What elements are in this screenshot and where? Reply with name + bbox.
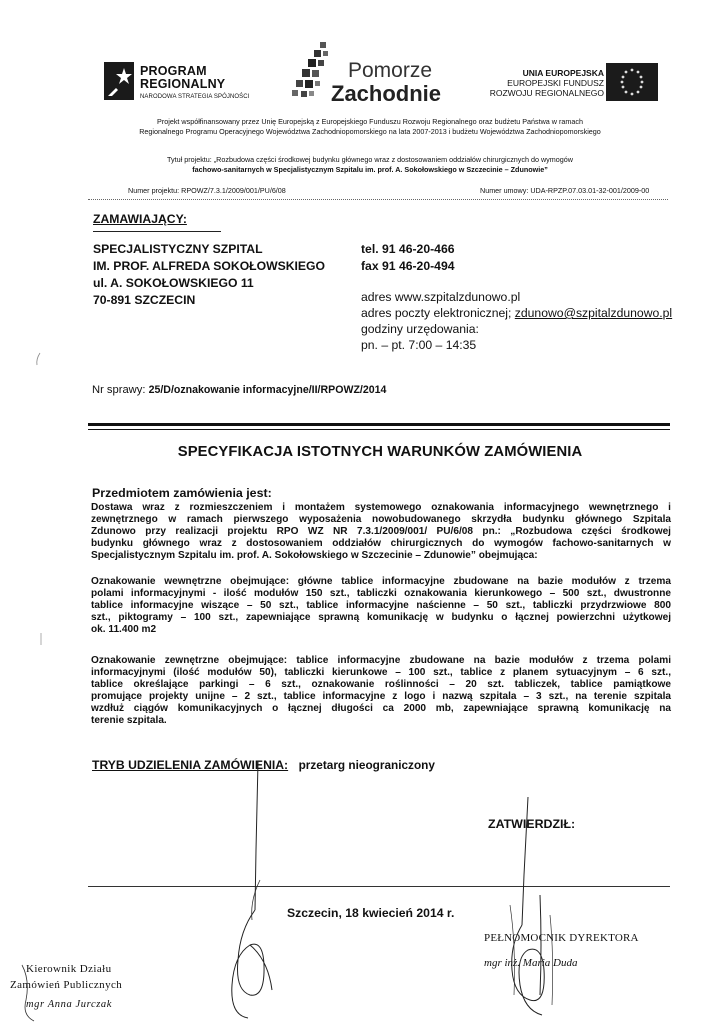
margin-tick-icon xyxy=(38,632,44,646)
title-rule-thick xyxy=(88,423,670,426)
project-number: Numer projektu: RPOWZ/7.3.1/2009/001/PU/6/08 xyxy=(128,186,286,195)
place-date: Szczecin, 18 kwiecień 2014 r. xyxy=(287,906,455,920)
stamp-left-line2: Zamówień Publicznych xyxy=(10,979,123,991)
program-line2: REGIONALNY xyxy=(140,77,226,91)
orderer-fax: fax 91 46-20-494 xyxy=(361,259,455,273)
procedure-label: TRYB UDZIELENIA ZAMÓWIENIA: xyxy=(92,758,289,772)
stamp-right-line2: mgr inż. Maria Duda xyxy=(484,957,578,969)
stamp-right-line1: PEŁNOMOCNIK DYREKTORA xyxy=(484,932,639,944)
orderer-street: ul. A. SOKOŁOWSKIEGO 11 xyxy=(93,276,254,290)
internal-line: szt., piktogramy – 100 szt., zapewniające sprawną komunikację w budynku o łącznej powierzchni użytkowej xyxy=(91,611,671,623)
star-icon xyxy=(104,62,134,100)
signature-left xyxy=(220,760,300,1024)
project-title-line1: Tytuł projektu: „Rozbudowa części środkowej budynku głównego wraz z dostosowaniem oddziałów chirurgicznych do wymogów xyxy=(167,155,573,164)
procedure-value: przetarg nieograniczony xyxy=(298,758,435,772)
external-line: terenie szpitala. xyxy=(91,714,167,726)
orderer-hours: pn. – pt. 7:00 – 14:35 xyxy=(361,338,477,352)
title-rule-thin xyxy=(88,429,670,430)
ue-line3: ROZWOJU REGIONALNEGO xyxy=(489,88,604,98)
subject-heading: Przedmiotem zamówienia jest: xyxy=(92,486,272,500)
program-line3: NARODOWA STRATEGIA SPÓJNOŚCI xyxy=(140,94,250,100)
external-paragraph xyxy=(91,655,671,726)
pomorze-logo-mark xyxy=(290,40,334,102)
subject-line: budynku głównego wraz z dostosowaniem oddziałów chirurgicznych do wymogów fachowo-sanitarnych w xyxy=(91,537,671,549)
orderer-underline xyxy=(93,231,221,232)
margin-mark xyxy=(34,352,42,366)
orderer-hours-label: godziny urzędowania: xyxy=(361,322,479,336)
cofinancing-line2: Regionalnego Programu Operacyjnego Województwa Zachodniopomorskiego na lata 2007-2013 i budżetu Województwa Zachodniopomorskiego xyxy=(139,127,601,136)
pomorze-line1: Pomorze xyxy=(348,59,433,82)
orderer-name-line1: SPECJALISTYCZNY SZPITAL xyxy=(93,242,263,256)
cofinancing-line1: Projekt współfinansowany przez Unię Europejską z Europejskiego Funduszu Rozwoju Regionalnego oraz budżetu Państwa w ramach xyxy=(157,117,583,126)
case-row xyxy=(92,384,386,396)
header-divider xyxy=(88,199,668,200)
stamp-left-line1: Kierownik Działu xyxy=(26,963,112,975)
orderer-name-line2: IM. PROF. ALFREDA SOKOŁOWSKIEGO xyxy=(93,259,326,273)
internal-line: ok. 11.400 m2 xyxy=(91,623,157,635)
margin-mark-2 xyxy=(38,632,44,646)
orderer-email-row xyxy=(361,306,672,320)
eu-flag xyxy=(606,63,658,101)
external-line: Oznakowanie zewnętrzne obejmujące: tablice informacyjne zbudowane na bazie modułów z trzema polami xyxy=(91,655,671,666)
orderer-label: ZAMAWIAJĄCY: xyxy=(93,212,187,226)
external-line: tablice określające parkingi – 6 szt., oznakowanie roślinności – 20 szt. tabliczek, tablice pamiątkowe xyxy=(91,678,671,690)
ue-line1: UNIA EUROPEJSKA xyxy=(522,68,604,78)
contract-number: Numer umowy: UDA-RPZP.07.03.01-32-001/2009-00 xyxy=(480,186,650,195)
external-line: promujące projekty unijne – 2 szt., tablice informacyjne z logo i nazwą szpitala – 3 szt., na terenie szpitala xyxy=(91,690,671,702)
eu-stars-icon xyxy=(606,63,658,101)
subject-paragraph xyxy=(91,502,671,562)
internal-line: Oznakowanie wewnętrzne obejmujące: główne tablice informacyjne zbudowane na bazie modułów z trzema xyxy=(91,576,671,587)
orderer-email-link[interactable]: zdunowo@szpitalzdunowo.pl xyxy=(514,306,673,320)
orderer-email-label: adres poczty elektronicznej; xyxy=(361,306,512,320)
margin-tick-icon xyxy=(34,352,42,366)
internal-line: tablice informacyjne wiszące – 50 szt., tablice informacyjne naścienne – 50 szt., tabliczki przydrzwiowe 800 xyxy=(91,599,671,611)
orderer-city: 70-891 SZCZECIN xyxy=(93,293,196,307)
internal-line: polami informacyjnymi - ilość modułów 150 szt., tabliczki oznakowania kierunkowego – 500 szt., dwustronne xyxy=(91,587,671,599)
subject-line: zewnętrznego w ramach pierwszego wyposażenia nowobudowanego skrzydła budynku głównego Szpitala xyxy=(91,513,671,525)
case-label: Nr sprawy: xyxy=(92,384,146,396)
external-line: informacyjnymi (ilość modułów 50), tabliczki kierunkowe – 100 szt., tablice z planem sytuacyjnym – 6 szt., xyxy=(91,666,671,678)
subject-line: Specjalistycznym Szpitalu im. prof. A. Sokołowskiego w Szczecinie – Zdunowie” obejmująca: xyxy=(91,549,538,561)
subject-line: Dostawa wraz z rozmieszczeniem i montażem systemowego oznakowania informacyjnego wewnętrznego i xyxy=(91,502,671,513)
subject-line: Zdunowo przy realizacji projektu RPO WZ NR 7.3.1/2009/001/ PU/6/08 pn.: „Rozbudowa części środkowej xyxy=(91,525,671,537)
signature-right xyxy=(480,795,600,1024)
internal-paragraph xyxy=(91,576,671,636)
case-number: 25/D/oznakowanie informacyjne/II/RPOWZ/2014 xyxy=(148,384,387,396)
orderer-tel: tel. 91 46-20-466 xyxy=(361,242,455,256)
orderer-website: adres www.szpitalzdunowo.pl xyxy=(361,290,521,304)
pomorze-line2: Zachodnie xyxy=(331,81,442,106)
document-title: SPECYFIKACJA ISTOTNYCH WARUNKÓW ZAMÓWIENIA xyxy=(177,444,583,460)
stamp-left-line3: mgr Anna Jurczak xyxy=(26,999,113,1010)
project-title-line2: fachowo-sanitarnych w Specjalistycznym Szpitalu im. prof. A. Sokołowskiego w Szczecinie – Zdunowie” xyxy=(192,165,548,174)
program-regionalny-logo xyxy=(104,62,134,100)
approved-label: ZATWIERDZIŁ: xyxy=(488,817,576,831)
ue-line2: EUROPEJSKI FUNDUSZ xyxy=(507,78,604,88)
pomorze-dots-icon xyxy=(290,40,334,102)
external-line: wzdłuż ciągów komunikacyjnych o łącznej długości ca 2000 mb, zapewniające sprawną komunikację na xyxy=(91,702,671,714)
program-line1: PROGRAM xyxy=(140,64,207,78)
signature-bottom-left xyxy=(0,955,70,1024)
